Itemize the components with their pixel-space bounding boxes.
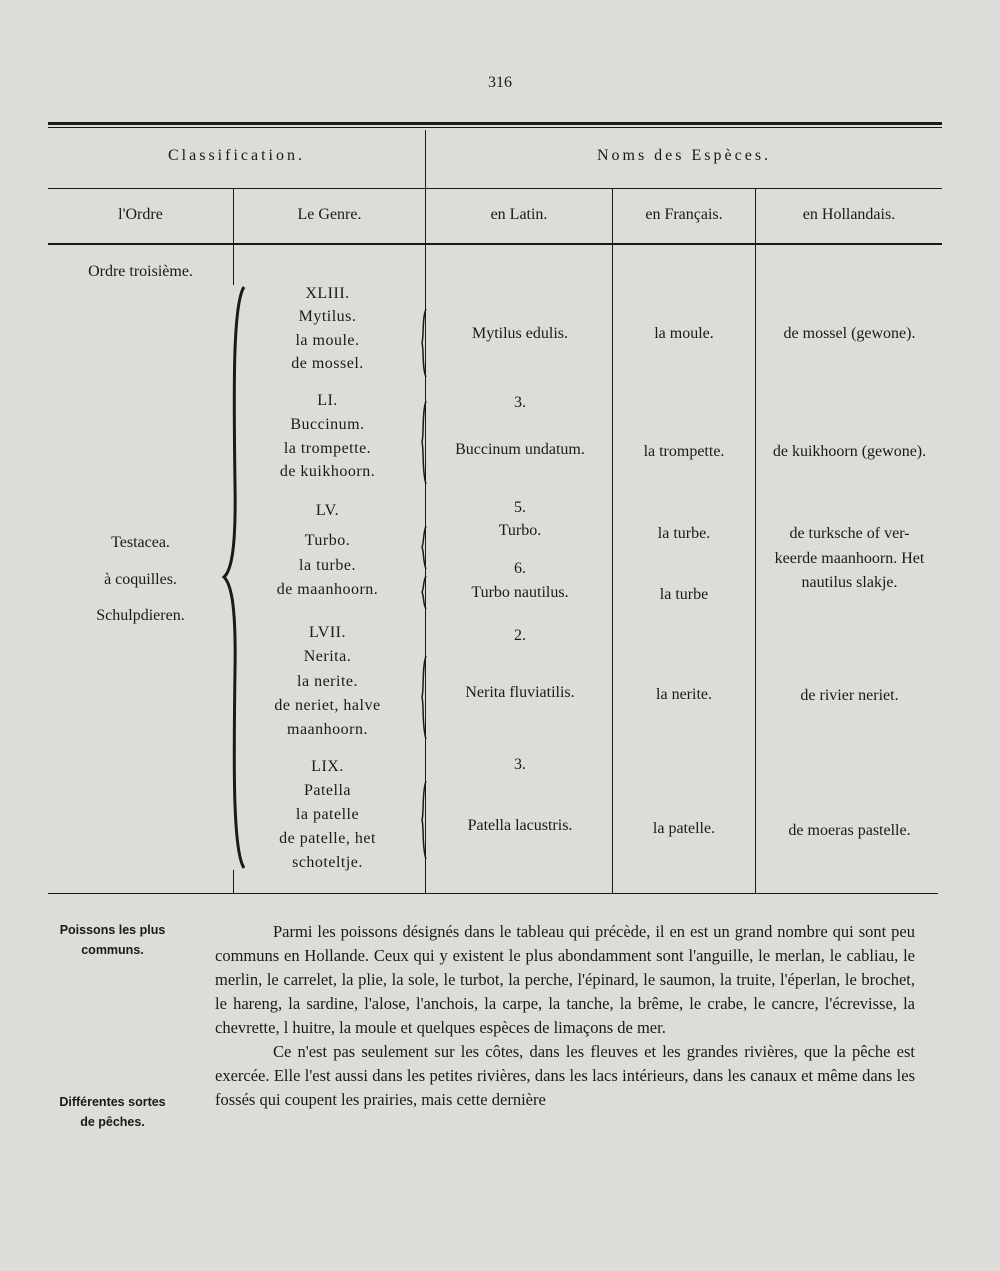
genre-line: de kuikhoorn. <box>279 463 376 480</box>
francais-line: la moule. <box>654 325 714 342</box>
genre-line: de maanhoorn. <box>276 581 379 598</box>
ordre-line: Testacea. <box>111 534 170 551</box>
genre-line: de neriet, halve <box>274 697 381 714</box>
latin-line: Patella lacustris. <box>467 817 573 834</box>
body-text <box>215 920 915 1112</box>
latin-line: 6. <box>514 560 526 577</box>
latin-line: Turbo nautilus. <box>471 584 569 601</box>
genre-line: LVII. <box>308 624 346 641</box>
column-divider-ordre-bottom <box>233 870 234 893</box>
col-header-latin: en Latin. <box>490 206 548 223</box>
latin-line: Buccinum undatum. <box>455 441 585 458</box>
header-noms-des-especes: Noms des Espèces. <box>596 147 772 164</box>
latin-line: 3. <box>514 756 526 773</box>
latin-line: Mytilus edulis. <box>471 325 568 342</box>
hollandais-line: de kuikhoorn (gewone). <box>772 443 927 460</box>
genre-line: schoteltje. <box>292 854 363 871</box>
genre-line: de mossel. <box>291 355 364 372</box>
column-divider-classification <box>425 130 426 893</box>
ordre-line: à coquilles. <box>104 571 177 588</box>
genre-line: Mytilus. <box>298 308 357 325</box>
header-classification: Classification. <box>168 147 305 164</box>
col-header-genre: Le Genre. <box>297 206 362 223</box>
latin-line: 2. <box>514 627 526 644</box>
hollandais-line: keerde maanhoorn. Het <box>774 550 925 567</box>
francais-line: la turbe <box>659 586 709 603</box>
genre-line: maanhoorn. <box>287 721 368 738</box>
ordre-brace <box>222 285 252 870</box>
genre-line: la trompette. <box>283 440 372 457</box>
hollandais-line: de mossel (gewone). <box>783 325 916 342</box>
genre-line: Nerita. <box>303 648 352 665</box>
genre-line: Buccinum. <box>290 416 365 433</box>
margin-note-line: Poissons les plus <box>59 923 166 937</box>
margin-note-line: Différentes sortes <box>59 1095 166 1109</box>
col-header-hollandais: en Hollandais. <box>802 206 896 223</box>
table-bottom-rule <box>48 893 938 894</box>
header-rule <box>48 243 942 245</box>
genre-line: LI. <box>317 392 338 409</box>
margin-note-line: communs. <box>81 943 144 957</box>
genre-line: Turbo. <box>304 532 351 549</box>
ordre-title: Ordre troisième. <box>88 263 193 280</box>
hollandais-line: de moeras pastelle. <box>788 822 911 839</box>
latin-line: Nerita fluviatilis. <box>465 684 575 701</box>
genre-line: XLIII. <box>305 285 350 302</box>
margin-note-peches <box>50 1092 175 1132</box>
genre-line: la moule. <box>295 332 360 349</box>
col-header-ordre: l'Ordre <box>118 206 163 223</box>
latin-line: Turbo. <box>498 522 542 539</box>
subheader-rule <box>48 188 942 189</box>
hollandais-line: de turksche of ver- <box>789 525 910 542</box>
genre-line: LIX. <box>311 758 344 775</box>
paragraph: Ce n'est pas seulement sur les côtes, dans les fleuves et les grandes rivières, que la pêche est exercée. Elle l'est aussi dans les petites rivières, dans les lacs intérieurs, dans les canaux et même dans les fossés qui coupent les prairies, mais cette dernière <box>215 1042 915 1109</box>
genre-line: de patelle, het <box>279 830 376 847</box>
hollandais-line: de rivier neriet. <box>800 687 899 704</box>
francais-line: la nerite. <box>656 686 712 703</box>
hollandais-line: nautilus slakje. <box>801 574 898 591</box>
latin-line: 5. <box>514 499 526 516</box>
francais-line: la trompette. <box>643 443 725 460</box>
francais-line: la patelle. <box>652 820 716 837</box>
genre-line: la nerite. <box>297 673 358 690</box>
page-number: 316 <box>488 74 512 91</box>
genre-line: la patelle <box>295 806 360 823</box>
margin-note-poissons <box>50 920 175 960</box>
genre-line: LV. <box>315 502 340 519</box>
paragraph: Parmi les poissons désignés dans le tableau qui précède, il en est un grand nombre qui sont peu communs en Hollande. Ceux qui y existent le plus abondamment sont l'anguille, le merlan, le cabliau, le merlin, le carrelet, la plie, la sole, le turbot, la perche, l'épinard, le saumon, la truite, l'éperlan, le brochet, le hareng, la sardine, l'alose, l'anchois, la carpe, la tanche, la brême, le crabe, le cancre, l'écrevisse, la chevrette, l huitre, la moule et quelques espèces de limaçons de mer. <box>215 922 915 1037</box>
table-top-rule-thin <box>48 127 942 128</box>
ordre-line: Schulpdieren. <box>96 607 185 624</box>
column-divider-francais <box>755 189 756 893</box>
genre-line: la turbe. <box>299 557 356 574</box>
column-divider-ordre-top <box>233 245 234 285</box>
column-divider-latin <box>612 189 613 893</box>
francais-line: la turbe. <box>657 525 711 542</box>
genre-line: Patella <box>303 782 352 799</box>
col-header-francais: en Français. <box>645 206 723 223</box>
margin-note-line: de pêches. <box>80 1115 145 1129</box>
table-top-rule <box>48 122 942 125</box>
latin-line: 3. <box>514 394 526 411</box>
